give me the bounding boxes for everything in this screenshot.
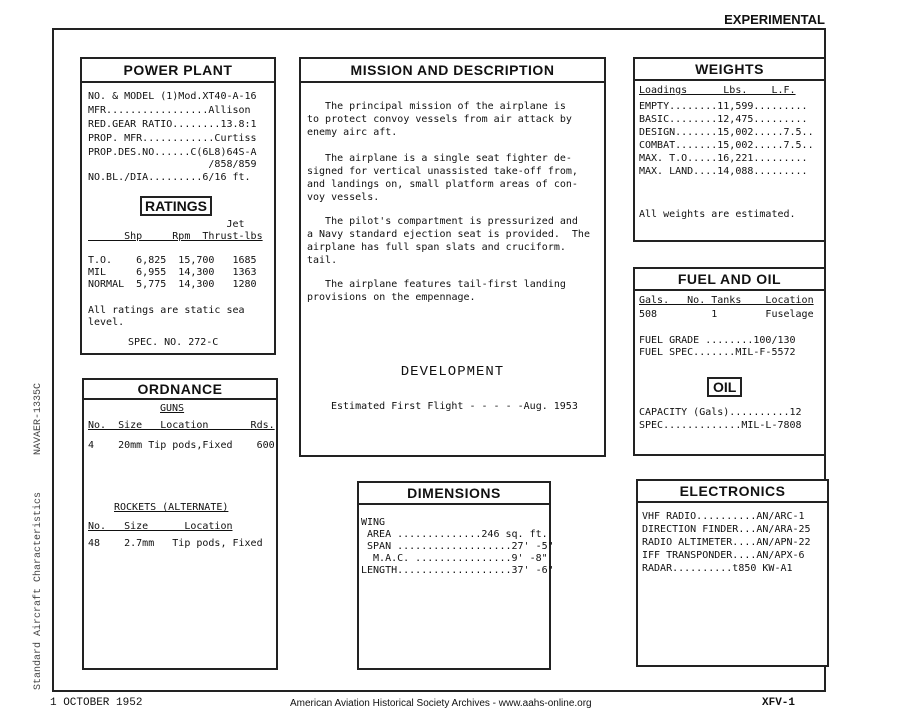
ratings-header: Shp Rpm Thrust-lbs: [88, 231, 263, 242]
mission-text-line: and landings on, small platform areas of con-: [307, 179, 578, 190]
fuel-oil-panel: [633, 267, 826, 456]
mission-text-line: provisions on the empennage.: [307, 292, 476, 303]
weights-header: Loadings Lbs. L.F.: [639, 85, 796, 96]
fuel-spec: FUEL SPEC.......MIL-F-5572: [639, 347, 796, 358]
dimensions-line: M.A.C. ................9' -8": [361, 553, 548, 564]
guns-header: No. Size Location Rds.: [88, 420, 275, 431]
electronics-line: RADAR..........t850 KW-A1: [642, 563, 793, 574]
weights-row: BASIC........12,475.........: [639, 114, 808, 125]
fuel-grade: FUEL GRADE ........100/130: [639, 335, 796, 346]
electronics-line: VHF RADIO..........AN/ARC-1: [642, 511, 805, 522]
electronics-title: ELECTRONICS: [638, 481, 827, 503]
fuel-oil-title: FUEL AND OIL: [635, 269, 824, 291]
oil-title: OIL: [707, 377, 742, 397]
dimensions-title: DIMENSIONS: [359, 483, 549, 505]
mission-text-line: a Navy standard ejection seat is provided. The: [307, 229, 590, 240]
ratings-row: MIL 6,955 14,300 1363: [88, 267, 257, 278]
mission-panel: [299, 57, 606, 457]
electronics-line: IFF TRANSPONDER....AN/APX-6: [642, 550, 805, 561]
oil-spec: SPEC.............MIL-L-7808: [639, 420, 802, 431]
ordnance-panel: [82, 378, 278, 670]
mission-text-line: signed for vertical unassisted take-off from,: [307, 166, 578, 177]
side-note-right: NAVAER-1335C: [33, 382, 44, 455]
development-title: DEVELOPMENT: [400, 364, 505, 380]
guns-row: 4 20mm Tip pods,Fixed 600: [88, 440, 275, 451]
electronics-line: DIRECTION FINDER...AN/ARA-25: [642, 524, 811, 535]
mission-text-line: airplane has full span slats and cruciform.: [307, 242, 566, 253]
guns-title: GUNS: [160, 403, 185, 414]
footer-credit: American Aviation Historical Society Archives - www.aahs-online.org: [290, 698, 592, 709]
ratings-header: Jet: [88, 219, 245, 230]
rockets-title: ROCKETS (ALTERNATE): [114, 502, 229, 513]
rockets-row: 48 2.7mm Tip pods, Fixed: [88, 538, 263, 549]
weights-row: MAX. T.O.....16,221.........: [639, 153, 808, 164]
ratings-note: level.: [88, 317, 125, 328]
fuel-header: Gals. No. Tanks Location: [639, 295, 814, 306]
mission-text-line: The airplane features tail-first landing: [307, 279, 566, 290]
dimensions-panel: [357, 481, 554, 670]
mission-text-line: The principal mission of the airplane is: [307, 101, 566, 112]
dimensions-line: WING: [361, 517, 386, 528]
footer-date: 1 OCTOBER 1952: [50, 697, 143, 709]
ordnance-title: ORDNANCE: [84, 380, 276, 400]
power-plant-line: NO.BL./DIA.........6/16 ft.: [88, 172, 251, 183]
dimensions-line: SPAN ...................27' -5": [361, 541, 554, 552]
weights-row: MAX. LAND....14,088.........: [639, 166, 808, 177]
footer-designation: XFV-1: [762, 697, 796, 709]
dimensions-line: AREA ..............246 sq. ft.: [361, 529, 548, 540]
mission-text-line: The pilot's compartment is pressurized and: [307, 216, 578, 227]
power-plant-line: NO. & MODEL (1)Mod.XT40-A-16: [88, 91, 257, 102]
weights-note: All weights are estimated.: [639, 209, 796, 220]
weights-row: EMPTY........11,599.........: [639, 101, 808, 112]
power-plant-line: PROP. MFR............Curtiss: [88, 133, 257, 144]
power-plant-panel: [80, 57, 276, 355]
dimensions-line: LENGTH...................37' -6": [361, 565, 554, 576]
mission-text-line: tail.: [307, 255, 338, 266]
electronics-line: RADIO ALTIMETER....AN/APN-22: [642, 537, 811, 548]
power-plant-line: /858/859: [88, 159, 257, 170]
ratings-title: RATINGS: [140, 196, 212, 216]
power-plant-line: PROP.DES.NO......C(6L8)64S-A: [88, 147, 257, 158]
ratings-row: NORMAL 5,775 14,300 1280: [88, 279, 257, 290]
mission-text-line: to protect convoy vessels from air attack by: [307, 114, 572, 125]
fuel-row: 508 1 Fuselage: [639, 309, 814, 320]
mission-text-line: enemy airc aft.: [307, 127, 398, 138]
power-plant-line: MFR.................Allison: [88, 105, 251, 116]
mission-text-line: The airplane is a single seat fighter de-: [307, 153, 572, 164]
oil-capacity: CAPACITY (Gals)..........12: [639, 407, 802, 418]
power-plant-line: RED.GEAR RATIO........13.8:1: [88, 119, 257, 130]
mission-text-line: voy vessels.: [307, 192, 380, 203]
spec-number: SPEC. NO. 272-C: [128, 337, 219, 348]
weights-panel: [633, 57, 826, 242]
classification-label: EXPERIMENTAL: [724, 12, 825, 27]
mission-title: MISSION AND DESCRIPTION: [301, 59, 604, 83]
development-line: Estimated First Flight - - - - -Aug. 1953: [331, 401, 578, 412]
rockets-header: No. Size Location: [88, 521, 233, 532]
weights-row: COMBAT.......15,002.....7.5..: [639, 140, 814, 151]
weights-title: WEIGHTS: [635, 59, 824, 81]
ratings-row: T.O. 6,825 15,700 1685: [88, 255, 257, 266]
power-plant-title: POWER PLANT: [82, 59, 274, 83]
side-note-left: Standard Aircraft Characteristics: [33, 491, 44, 690]
weights-row: DESIGN.......15,002.....7.5..: [639, 127, 814, 138]
ratings-note: All ratings are static sea: [88, 305, 245, 316]
electronics-panel: [636, 479, 829, 667]
